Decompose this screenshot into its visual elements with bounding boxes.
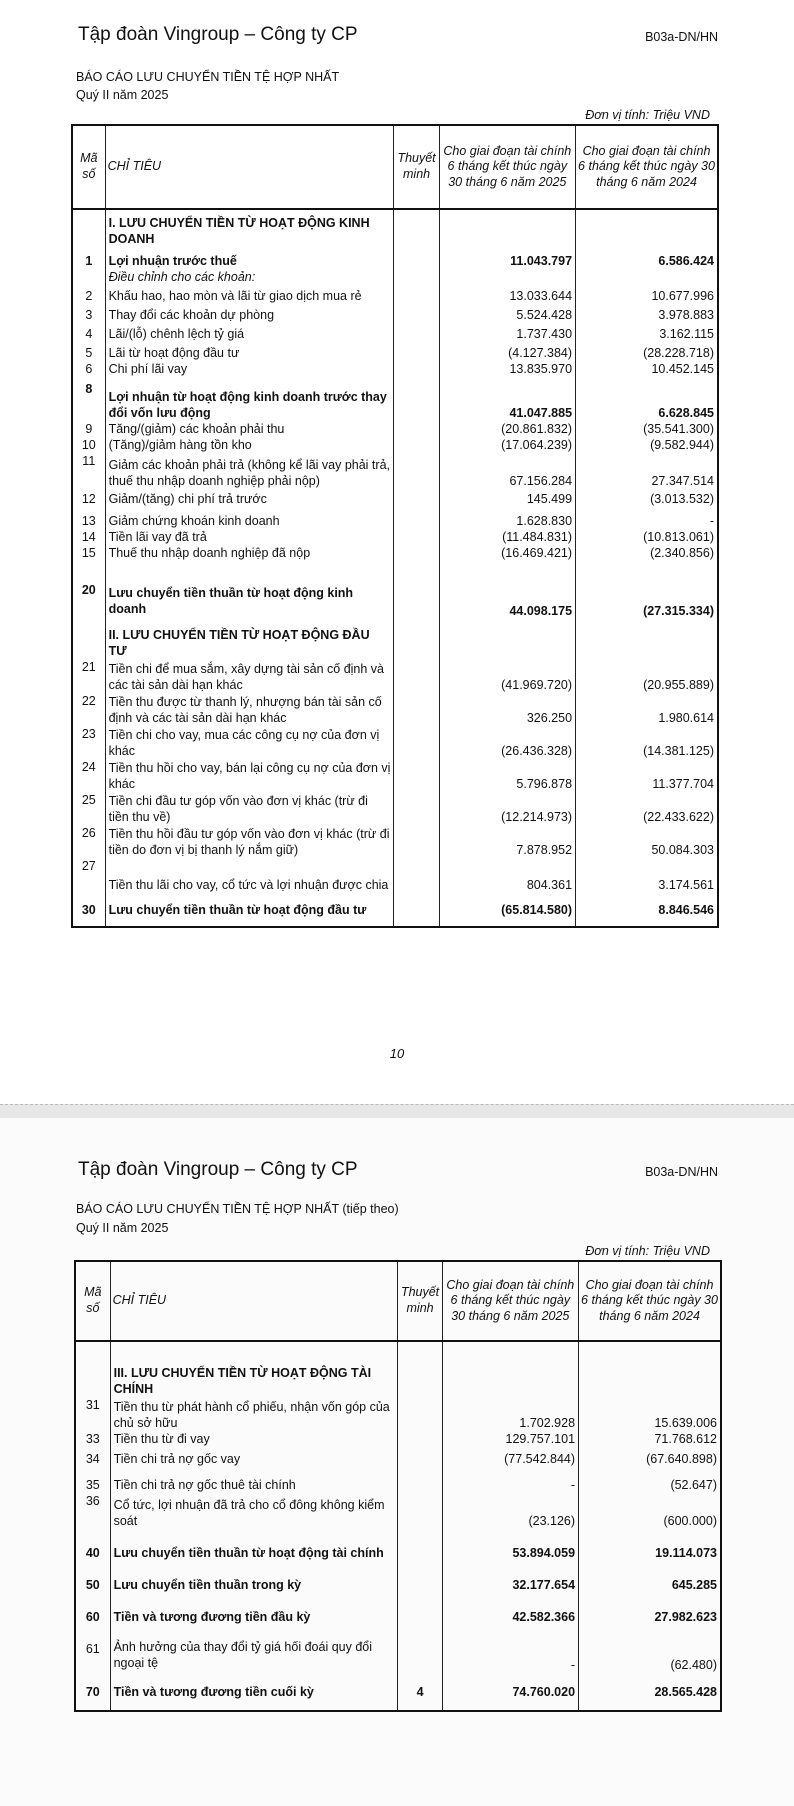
row-code: 11 <box>72 453 105 489</box>
row-code: 21 <box>72 659 105 693</box>
report-page-2 <box>0 1118 794 1806</box>
table-row <box>72 269 718 285</box>
row-value: (28.228.718) <box>643 346 714 360</box>
row-value: (52.647) <box>670 1478 717 1492</box>
row-label: Cổ tức, lợi nhuận đã trả cho cổ đông không kiểm soát <box>110 1493 398 1529</box>
row-value: 13.835.970 <box>439 361 575 377</box>
table-cell <box>394 792 439 825</box>
table-cell <box>576 269 718 285</box>
row-value: 6.586.424 <box>658 254 714 268</box>
row-label: Tiền thu hồi cho vay, bán lại công cụ nợ của đơn vị khác <box>105 759 394 792</box>
table-row <box>72 453 718 489</box>
row-label: Chi phí lãi vay <box>105 361 394 377</box>
table-cell <box>576 619 718 659</box>
table-cell <box>394 619 439 659</box>
row-code: 10 <box>72 437 105 453</box>
row-value: (65.814.580) <box>439 893 575 927</box>
row-value: 53.894.059 <box>442 1529 578 1561</box>
row-value: 41.047.885 <box>439 377 575 421</box>
table-cell <box>75 1341 110 1397</box>
table-cell <box>394 507 439 529</box>
row-code: 20 <box>72 561 105 619</box>
table-cell <box>439 619 575 659</box>
table-row <box>75 1529 721 1561</box>
table-cell <box>394 377 439 421</box>
row-value: (20.861.832) <box>439 421 575 437</box>
row-label: (Tăng)/giảm hàng tồn kho <box>105 437 394 453</box>
table-row <box>75 1625 721 1673</box>
row-code: 40 <box>75 1529 110 1561</box>
table-row <box>75 1467 721 1493</box>
table-row <box>75 1673 721 1711</box>
table-cell <box>394 247 439 269</box>
row-label: Giảm các khoản phải trả (không kể lãi vay phải trả, thuế thu nhập doanh nghiệp phải nộp) <box>105 453 394 489</box>
table-row <box>72 323 718 342</box>
row-value: (600.000) <box>663 1514 717 1528</box>
row-label: Tiền thu được từ thanh lý, nhượng bán tài sản cố định và các tài sản dài hạn khác <box>105 693 394 726</box>
row-code: 2 <box>72 285 105 304</box>
table-row <box>75 1493 721 1529</box>
table-cell <box>394 545 439 561</box>
row-value: 8.846.546 <box>658 902 714 917</box>
row-label: Tiền chi trả nợ gốc thuê tài chính <box>110 1467 398 1493</box>
table-cell <box>72 209 105 247</box>
row-label: Tiền và tương đương tiền đầu kỳ <box>110 1593 398 1625</box>
row-code: 26 <box>72 825 105 858</box>
table-cell <box>394 726 439 759</box>
table-cell <box>394 269 439 285</box>
col-note: Thuyết minh <box>398 1261 442 1341</box>
table-row <box>75 1593 721 1625</box>
table-cell <box>398 1625 442 1673</box>
row-code: 35 <box>75 1467 110 1493</box>
col-2024: Cho giai đoạn tài chính 6 tháng kết thúc ngày 30 tháng 6 năm 2024 <box>579 1261 721 1341</box>
row-label: Tiền lãi vay đã trả <box>105 529 394 545</box>
table-cell <box>72 269 105 285</box>
col-code: Mã số <box>72 125 105 209</box>
row-value: (77.542.844) <box>442 1447 578 1467</box>
row-value: (26.436.328) <box>439 726 575 759</box>
table-cell <box>394 209 439 247</box>
row-value: 645.285 <box>671 1578 717 1592</box>
page-separator <box>0 1104 794 1119</box>
table-cell <box>72 619 105 659</box>
table-cell <box>394 285 439 304</box>
cash-flow-table-2 <box>74 1260 722 1712</box>
row-value: 50.084.303 <box>651 843 714 857</box>
row-label: Tiền chi trả nợ gốc vay <box>110 1447 398 1467</box>
table-cell <box>394 489 439 507</box>
row-value: 1.628.830 <box>439 507 575 529</box>
table-cell <box>394 825 439 858</box>
row-value: 3.174.561 <box>658 878 714 892</box>
row-value: - <box>709 514 714 528</box>
row-code: 23 <box>72 726 105 759</box>
row-code: 25 <box>72 792 105 825</box>
form-code: B03a-DN/HN <box>645 30 718 44</box>
report-period: Quý II năm 2025 <box>76 88 169 102</box>
table-row <box>72 285 718 304</box>
section-heading: II. LƯU CHUYỂN TIỀN TỪ HOẠT ĐỘNG ĐẦU TƯ <box>105 619 394 659</box>
row-code: 12 <box>72 489 105 507</box>
row-code: 4 <box>72 323 105 342</box>
row-value: 27.347.514 <box>651 474 714 488</box>
row-label: Lợi nhuận trước thuế <box>105 247 394 269</box>
row-code: 4 <box>398 1673 442 1711</box>
table-cell <box>442 1341 578 1397</box>
row-code: 50 <box>75 1561 110 1593</box>
row-label: Lưu chuyển tiền thuần từ hoạt động đầu tư <box>105 893 394 927</box>
row-value: 11.377.704 <box>652 777 714 791</box>
col-2024: Cho giai đoạn tài chính 6 tháng kết thúc ngày 30 tháng 6 năm 2024 <box>576 125 718 209</box>
table-cell <box>439 269 575 285</box>
currency-unit: Đơn vị tính: Triệu VND <box>585 108 710 122</box>
table-row <box>72 361 718 377</box>
row-value: (35.541.300) <box>643 422 714 436</box>
row-code: 30 <box>72 893 105 927</box>
row-value: 804.361 <box>439 858 575 893</box>
table-row <box>72 489 718 507</box>
table-cell <box>394 858 439 893</box>
row-code: 70 <box>75 1673 110 1711</box>
table-cell <box>398 1341 442 1397</box>
table-cell <box>398 1431 442 1447</box>
row-code: 14 <box>72 529 105 545</box>
row-code: 5 <box>72 342 105 361</box>
table-cell <box>398 1467 442 1493</box>
section-heading: I. LƯU CHUYỂN TIỀN TỪ HOẠT ĐỘNG KINH DOANH <box>105 209 394 247</box>
row-value: 11.043.797 <box>439 247 575 269</box>
row-label: Tiền thu từ đi vay <box>110 1431 398 1447</box>
row-code: 27 <box>72 858 105 893</box>
table-row <box>75 1431 721 1447</box>
table-cell <box>398 1529 442 1561</box>
row-value: 1.980.614 <box>658 711 714 725</box>
table-cell <box>398 1397 442 1431</box>
row-value: - <box>442 1625 578 1673</box>
row-label: Lợi nhuận từ hoạt động kinh doanh trước thay đổi vốn lưu động <box>105 377 394 421</box>
table-cell <box>394 421 439 437</box>
table-cell <box>394 893 439 927</box>
row-code: 36 <box>75 1493 110 1529</box>
row-label: Lãi từ hoạt động đầu tư <box>105 342 394 361</box>
currency-unit: Đơn vị tính: Triệu VND <box>585 1244 710 1258</box>
row-label: Tiền chi để mua sắm, xây dựng tài sản cố định và các tài sản dài hạn khác <box>105 659 394 693</box>
row-value: (23.126) <box>442 1493 578 1529</box>
table-row <box>72 437 718 453</box>
company-name: Tập đoàn Vingroup – Công ty CP <box>78 24 358 45</box>
row-value: 7.878.952 <box>439 825 575 858</box>
row-code: 33 <box>75 1431 110 1447</box>
table-cell <box>394 437 439 453</box>
row-value: (10.813.061) <box>643 530 714 544</box>
col-item: CHỈ TIÊU <box>105 125 394 209</box>
table-header <box>75 1261 721 1341</box>
row-value: 10.452.145 <box>651 362 714 376</box>
row-value: 15.639.006 <box>654 1416 717 1430</box>
row-value: (20.955.889) <box>643 678 714 692</box>
row-label: Tiền thu lãi cho vay, cổ tức và lợi nhuận được chia <box>105 858 394 893</box>
row-label: Lưu chuyển tiền thuần từ hoạt động kinh doanh <box>105 561 394 619</box>
row-value: (12.214.973) <box>439 792 575 825</box>
table-cell <box>394 659 439 693</box>
col-note: Thuyết minh <box>394 125 439 209</box>
row-value: 13.033.644 <box>439 285 575 304</box>
company-name: Tập đoàn Vingroup – Công ty CP <box>78 1159 358 1180</box>
section-heading: III. LƯU CHUYỂN TIỀN TỪ HOẠT ĐỘNG TÀI CHÍNH <box>110 1341 398 1397</box>
table-cell <box>398 1447 442 1467</box>
table-cell <box>394 304 439 323</box>
table-cell <box>394 529 439 545</box>
table-row <box>72 858 718 893</box>
report-title: BÁO CÁO LƯU CHUYỂN TIỀN TỆ HỢP NHẤT (tiếp theo) <box>76 1202 399 1216</box>
table-row <box>72 759 718 792</box>
row-label: Điều chỉnh cho các khoản: <box>105 269 394 285</box>
table-row <box>72 529 718 545</box>
row-value: - <box>442 1467 578 1493</box>
row-label: Tiền chi cho vay, mua các công cụ nợ của đơn vị khác <box>105 726 394 759</box>
row-value: 32.177.654 <box>442 1561 578 1593</box>
row-label: Lãi/(lỗ) chênh lệch tỷ giá <box>105 323 394 342</box>
row-label: Tăng/(giảm) các khoản phải thu <box>105 421 394 437</box>
row-value: 71.768.612 <box>654 1432 717 1446</box>
table-row <box>72 561 718 619</box>
row-code: 60 <box>75 1593 110 1625</box>
row-value: 10.677.996 <box>651 289 714 303</box>
table-row <box>72 693 718 726</box>
row-code: 61 <box>75 1625 110 1673</box>
table-row <box>72 893 718 927</box>
cash-flow-table-1 <box>71 124 719 928</box>
row-value: (4.127.384) <box>439 342 575 361</box>
col-code: Mã số <box>75 1261 110 1341</box>
table-row <box>72 545 718 561</box>
row-code: 34 <box>75 1447 110 1467</box>
table-cell <box>394 561 439 619</box>
row-value: 1.702.928 <box>442 1397 578 1431</box>
row-code: 3 <box>72 304 105 323</box>
row-value: (11.484.831) <box>439 529 575 545</box>
table-cell <box>398 1593 442 1625</box>
row-value: 42.582.366 <box>442 1593 578 1625</box>
table-row <box>75 1561 721 1593</box>
row-value: 145.499 <box>439 489 575 507</box>
table-row <box>72 421 718 437</box>
row-label: Tiền thu từ phát hành cổ phiếu, nhận vốn góp của chủ sở hữu <box>110 1397 398 1431</box>
page-number: 10 <box>389 1046 405 1061</box>
row-label: Lưu chuyển tiền thuần từ hoạt động tài chính <box>110 1529 398 1561</box>
row-value: 67.156.284 <box>439 453 575 489</box>
row-label: Ảnh hưởng của thay đổi tỷ giá hối đoái quy đổi ngoại tệ <box>110 1625 398 1673</box>
row-value: (22.433.622) <box>643 810 714 824</box>
row-label: Tiền và tương đương tiền cuối kỳ <box>110 1673 398 1711</box>
row-value: 3.162.115 <box>659 327 714 341</box>
table-row <box>72 726 718 759</box>
table-cell <box>394 759 439 792</box>
row-label: Tiền chi đầu tư góp vốn vào đơn vị khác (trừ đi tiền thu về) <box>105 792 394 825</box>
row-label: Khấu hao, hao mòn và lãi từ giao dịch mua rẻ <box>105 285 394 304</box>
table-cell <box>394 342 439 361</box>
col-2025: Cho giai đoạn tài chính 6 tháng kết thúc ngày 30 tháng 6 năm 2025 <box>439 125 575 209</box>
table-row <box>72 507 718 529</box>
row-value: 28.565.428 <box>654 1684 717 1699</box>
table-row <box>75 1447 721 1467</box>
form-code: B03a-DN/HN <box>645 1165 718 1179</box>
row-code: 8 <box>72 377 105 421</box>
row-value: 3.978.883 <box>658 308 714 322</box>
table-row <box>72 247 718 269</box>
table-row <box>72 342 718 361</box>
row-code: 1 <box>72 247 105 269</box>
row-value: 27.982.623 <box>654 1610 717 1624</box>
table-header <box>72 125 718 209</box>
row-label: Lưu chuyển tiền thuần trong kỳ <box>110 1561 398 1593</box>
row-code: 6 <box>72 361 105 377</box>
row-value: 74.760.020 <box>442 1673 578 1711</box>
table-row <box>72 377 718 421</box>
table-row <box>72 792 718 825</box>
row-code: 9 <box>72 421 105 437</box>
row-value: (14.381.125) <box>643 744 714 758</box>
row-label: Thuế thu nhập doanh nghiệp đã nộp <box>105 545 394 561</box>
row-label: Giảm/(tăng) chi phí trả trước <box>105 489 394 507</box>
row-value: 19.114.073 <box>655 1546 717 1560</box>
row-value: (41.969.720) <box>439 659 575 693</box>
row-value: 129.757.101 <box>442 1431 578 1447</box>
table-cell <box>394 323 439 342</box>
row-value: 5.524.428 <box>439 304 575 323</box>
col-item: CHỈ TIÊU <box>110 1261 398 1341</box>
row-value: (27.315.334) <box>643 604 714 618</box>
row-value: (17.064.239) <box>439 437 575 453</box>
col-2025: Cho giai đoạn tài chính 6 tháng kết thúc ngày 30 tháng 6 năm 2025 <box>442 1261 578 1341</box>
row-value: 1.737.430 <box>439 323 575 342</box>
report-period: Quý II năm 2025 <box>76 1221 169 1235</box>
table-row <box>72 825 718 858</box>
table-row <box>72 304 718 323</box>
row-value: 5.796.878 <box>439 759 575 792</box>
row-value: 44.098.175 <box>439 561 575 619</box>
table-cell <box>439 209 575 247</box>
table-cell <box>394 453 439 489</box>
row-value: (2.340.856) <box>650 546 714 560</box>
table-cell <box>579 1341 721 1397</box>
table-cell <box>398 1493 442 1529</box>
row-value: (62.480) <box>670 1658 717 1672</box>
row-code: 24 <box>72 759 105 792</box>
row-value: 6.628.845 <box>658 406 714 420</box>
row-label: Tiền thu hồi đầu tư góp vốn vào đơn vị khác (trừ đi tiền do đơn vị bị thanh lý nắm giữ) <box>105 825 394 858</box>
row-value: (67.640.898) <box>646 1452 717 1466</box>
row-value: 326.250 <box>439 693 575 726</box>
row-code: 13 <box>72 507 105 529</box>
row-code: 22 <box>72 693 105 726</box>
row-code: 31 <box>75 1397 110 1431</box>
table-cell <box>576 209 718 247</box>
row-value: (9.582.944) <box>650 438 714 452</box>
table-row <box>75 1397 721 1431</box>
row-code: 15 <box>72 545 105 561</box>
table-row <box>72 659 718 693</box>
table-cell <box>398 1561 442 1593</box>
table-cell <box>394 361 439 377</box>
report-title: BÁO CÁO LƯU CHUYỂN TIỀN TỆ HỢP NHẤT <box>76 70 340 84</box>
row-label: Thay đổi các khoản dự phòng <box>105 304 394 323</box>
row-label: Giảm chứng khoán kinh doanh <box>105 507 394 529</box>
row-value: (16.469.421) <box>439 545 575 561</box>
table-cell <box>394 693 439 726</box>
row-value: (3.013.532) <box>650 492 714 506</box>
